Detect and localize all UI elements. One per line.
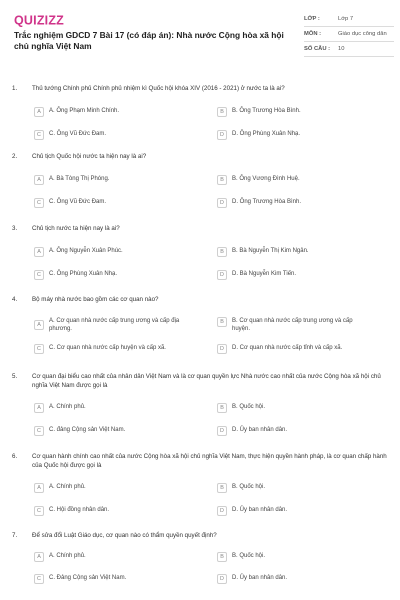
meta-row-socau — [304, 42, 394, 57]
meta-mon-label: MÔN : — [304, 31, 322, 37]
question-number: 5. — [12, 373, 18, 380]
option-text: D. Ủy ban nhân dân. — [232, 427, 288, 434]
question-5-head — [12, 373, 388, 390]
option-letter-box: C — [34, 574, 44, 584]
option-d[interactable] — [217, 574, 367, 584]
question-3-head — [12, 225, 388, 234]
option-b[interactable] — [217, 175, 367, 185]
question-4-head — [12, 296, 388, 305]
question-number: 2. — [12, 153, 18, 160]
option-letter-box: D — [217, 270, 227, 280]
question-text: Chủ tịch nước ta hiện nay là ai? — [32, 225, 120, 232]
option-letter-box: A — [34, 403, 44, 413]
meta-panel — [304, 12, 394, 57]
question-text: Cơ quan hành chính cao nhất của nước Cộng hòa xã hội chủ nghĩa Việt Nam, thực hiện quyền hành pháp, là cơ quan chấp hành của Quốc hội được gọi là — [32, 453, 387, 469]
question-2-head — [12, 153, 388, 162]
option-text: B. Bà Nguyễn Thị Kim Ngân. — [232, 248, 309, 255]
option-letter-box: C — [34, 344, 44, 354]
option-a[interactable] — [34, 107, 184, 117]
option-text: C. Đảng Cộng sản Việt Nam. — [49, 575, 127, 582]
meta-mon-value: Giáo dục công dân — [338, 31, 387, 37]
option-text: C. Ông Vũ Đức Đam. — [49, 199, 107, 206]
option-text: D. Ông Trương Hòa Bình. — [232, 199, 301, 206]
option-d[interactable] — [217, 270, 367, 280]
option-text: C. Cơ quan nhà nước cấp huyện và cấp xã. — [49, 345, 166, 352]
option-letter-box: D — [217, 130, 227, 140]
option-letter-box: C — [34, 426, 44, 436]
option-text: A. Ông Nguyễn Xuân Phúc. — [49, 248, 123, 255]
option-text: C. đảng Cộng sản Việt Nam. — [49, 427, 126, 434]
option-c[interactable] — [34, 426, 184, 436]
option-text: D. Ông Phùng Xuân Nhạ. — [232, 131, 301, 138]
question-text: Thủ tướng Chính phủ Chính phủ nhiệm kì Quốc hội khóa XIV (2016 - 2021) ở nước ta là ai? — [32, 85, 285, 92]
option-text: A. Bà Tòng Thị Phóng. — [49, 176, 110, 183]
option-a[interactable] — [34, 403, 184, 413]
option-text: B. Quốc hội. — [232, 484, 266, 491]
option-c[interactable] — [34, 198, 184, 208]
question-number: 1. — [12, 85, 18, 92]
meta-socau-label: SỐ CÂU : — [304, 46, 331, 52]
question-7-head — [12, 532, 388, 541]
option-text: D. Bà Nguyễn Kim Tiến. — [232, 271, 297, 278]
option-letter-box: A — [34, 320, 44, 330]
option-text: A. Chính phủ. — [49, 553, 86, 560]
option-b[interactable] — [217, 317, 367, 333]
question-text: Bộ máy nhà nước bao gồm các cơ quan nào? — [32, 296, 159, 303]
option-letter-box: C — [34, 130, 44, 140]
option-letter-box: A — [34, 175, 44, 185]
question-1-head — [12, 85, 388, 94]
option-letter-box: A — [34, 107, 44, 117]
option-letter-box: B — [217, 483, 227, 493]
option-d[interactable] — [217, 506, 367, 516]
option-d[interactable] — [217, 426, 367, 436]
option-a[interactable] — [34, 317, 184, 333]
option-letter-box: D — [217, 426, 227, 436]
option-letter-box: B — [217, 552, 227, 562]
option-text: D. Ủy ban nhân dân. — [232, 575, 288, 582]
option-a[interactable] — [34, 247, 184, 257]
option-text: A. Chính phủ. — [49, 484, 86, 491]
option-text: C. Ông Phùng Xuân Nhạ. — [49, 271, 118, 278]
option-letter-box: D — [217, 506, 227, 516]
option-text: B. Quốc hội. — [232, 404, 266, 411]
option-letter-box: C — [34, 198, 44, 208]
option-text: B. Quốc hội. — [232, 553, 266, 560]
option-letter-box: B — [217, 247, 227, 257]
option-a[interactable] — [34, 483, 184, 493]
option-letter-box: B — [217, 107, 227, 117]
option-b[interactable] — [217, 552, 367, 562]
option-d[interactable] — [217, 344, 367, 354]
option-letter-box: B — [217, 175, 227, 185]
question-6-head — [12, 453, 388, 470]
option-text: C. Ông Vũ Đức Đam. — [49, 131, 107, 138]
question-number: 6. — [12, 453, 18, 460]
option-c[interactable] — [34, 506, 184, 516]
option-b[interactable] — [217, 247, 367, 257]
question-text: Để sửa đổi Luật Giáo dục, cơ quan nào có thẩm quyền quyết định? — [32, 532, 217, 539]
option-text: A. Ông Phạm Minh Chính. — [49, 108, 120, 115]
option-text: D. Ủy ban nhân dân. — [232, 507, 288, 514]
option-text: D. Cơ quan nhà nước cấp tỉnh và cấp xã. — [232, 345, 343, 352]
option-letter-box: A — [34, 483, 44, 493]
option-c[interactable] — [34, 130, 184, 140]
option-letter-box: B — [217, 403, 227, 413]
quizizz-logo — [14, 13, 78, 27]
option-text: B. Ông Vương Đình Huệ. — [232, 176, 300, 183]
option-letter-box: A — [34, 247, 44, 257]
question-text: Cơ quan đại biểu cao nhất của nhân dân Việt Nam và là cơ quan quyền lực Nhà nước cao nhất của nước Cộng hòa xã hội chủ nghĩa Việt Nam được gọi là — [32, 373, 381, 389]
question-text: Chủ tịch Quốc hội nước ta hiện nay là ai? — [32, 153, 147, 160]
question-number: 7. — [12, 532, 18, 539]
option-b[interactable] — [217, 483, 367, 493]
question-number: 4. — [12, 296, 18, 303]
meta-row-lop — [304, 12, 394, 27]
option-letter-box: D — [217, 198, 227, 208]
meta-lop-label: LỚP : — [304, 16, 320, 22]
option-a[interactable] — [34, 175, 184, 185]
brand-text: QUIZIZZ — [14, 13, 65, 27]
option-d[interactable] — [217, 198, 367, 208]
option-c[interactable] — [34, 574, 184, 584]
option-letter-box: B — [217, 317, 227, 327]
option-letter-box: C — [34, 506, 44, 516]
option-b[interactable] — [217, 107, 367, 117]
option-letter-box: D — [217, 344, 227, 354]
option-text: C. Hội đồng nhân dân. — [49, 507, 110, 514]
worksheet-header — [0, 0, 400, 82]
option-text: B. Cơ quan nhà nước cấp trung ương và cấp huyện. — [232, 318, 353, 332]
option-c[interactable] — [34, 270, 184, 280]
option-letter-box: C — [34, 270, 44, 280]
option-letter-box: A — [34, 552, 44, 562]
option-text: A. Chính phủ. — [49, 404, 86, 411]
meta-row-mon — [304, 27, 394, 42]
option-text: A. Cơ quan nhà nước cấp trung ương và cấp địa phương. — [49, 318, 180, 332]
meta-socau-value: 10 — [338, 46, 345, 52]
option-d[interactable] — [217, 130, 367, 140]
option-a[interactable] — [34, 552, 184, 562]
option-text: B. Ông Trương Hòa Bình. — [232, 108, 301, 115]
option-letter-box: D — [217, 574, 227, 584]
option-b[interactable] — [217, 403, 367, 413]
option-c[interactable] — [34, 344, 184, 354]
page-title: Trắc nghiệm GDCD 7 Bài 17 (có đáp án): Nhà nước Cộng hòa xã hội chủ nghĩa Việt Nam — [14, 30, 284, 51]
question-number: 3. — [12, 225, 18, 232]
meta-lop-value: Lớp 7 — [338, 16, 354, 22]
